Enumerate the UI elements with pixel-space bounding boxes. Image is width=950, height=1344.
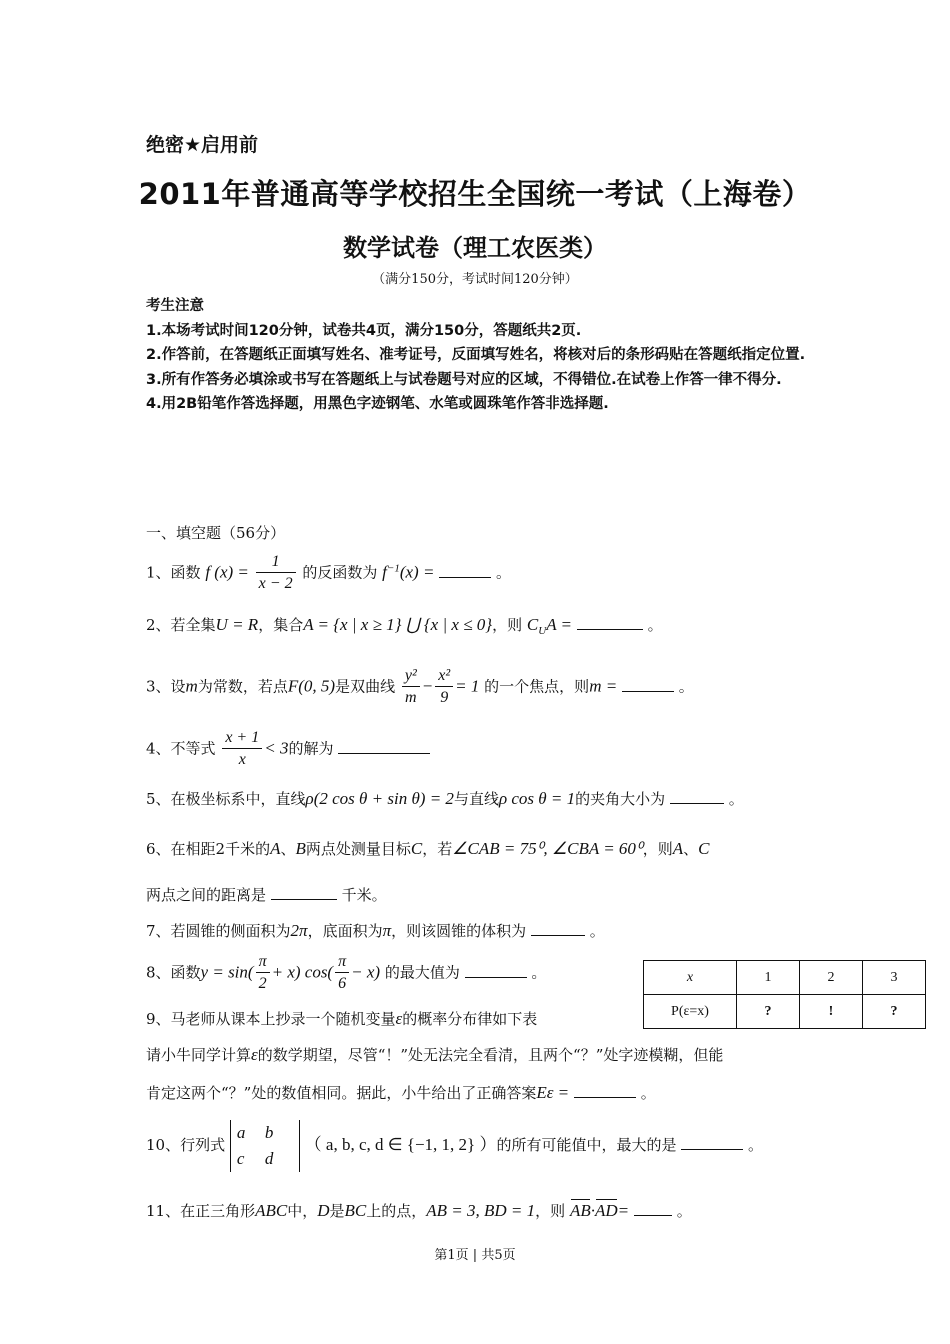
note-item: 2.作答前，在答题纸正面填写姓名、准考证号，反面填写姓名，将核对后的条形码贴在答题纸指定位置. xyxy=(146,347,806,363)
notes-heading: 考生注意 xyxy=(146,298,204,314)
page-footer: 第1页 | 共5页 xyxy=(434,1248,516,1263)
answer-blank[interactable] xyxy=(531,921,585,936)
vector-ad: AD xyxy=(594,1201,618,1220)
candidate-notes xyxy=(146,294,806,417)
answer-blank[interactable] xyxy=(622,677,674,692)
fraction: $\frac{x + 1}{x}$ xyxy=(222,728,262,771)
question-9-line2: 请小牛同学计算ε的数学期望，尽管“！”处无法完全看清，且两个“？”处字迹模糊，但能 xyxy=(146,1045,724,1064)
note-item: 3.所有作答务必填涂或书写在答题纸上与试卷题号对应的区域，不得错位.在试卷上作答一律不得分. xyxy=(146,371,782,388)
answer-blank[interactable] xyxy=(577,615,643,630)
question-10: 10、行列式 a b c d （ a, b, c, d ∈ {−1, 1, 2} ）的所有可能值中，最大的是 。 xyxy=(146,1120,763,1172)
table-cell: ? xyxy=(737,995,800,1029)
determinant: a b c d xyxy=(230,1120,300,1172)
answer-blank[interactable] xyxy=(670,789,724,804)
answer-blank[interactable] xyxy=(439,563,491,578)
score-time-note: （满分150分，考试时间120分钟） xyxy=(372,272,578,287)
confidential-label: 绝密★启用前 xyxy=(146,134,259,156)
fraction: $\frac{\text{x²}}{9}$ xyxy=(435,666,453,709)
question-9-line3: 肯定这两个“？”处的数值相同。据此，小牛给出了正确答案Eε = 。 xyxy=(146,1083,656,1102)
fraction: $\frac{\text{y²}}{m}$ xyxy=(402,666,420,709)
section-title: 一、填空题（56分） xyxy=(146,524,286,542)
question-5: 5、在极坐标系中，直线ρ(2 cos θ + sin θ) = 2与直线ρ cos θ = 1的夹角大小为 。 xyxy=(146,789,744,808)
question-9: 9、马老师从课本上抄录一个随机变量ε的概率分布律如下表 xyxy=(146,1009,538,1028)
table-cell: 3 xyxy=(863,961,926,995)
probability-table xyxy=(643,960,926,1029)
question-6: 6、在相距2千米的A、B两点处测量目标C，若∠CAB = 75⁰, ∠CBA = 60⁰，则A、C xyxy=(146,839,710,858)
question-7: 7、若圆锥的侧面积为2π，底面积为π，则该圆锥的体积为 。 xyxy=(146,921,605,940)
answer-blank[interactable] xyxy=(574,1083,636,1098)
fraction: $\frac{\pi}{6}$ xyxy=(335,952,349,995)
fraction: $\frac{1}{x - 2}$ xyxy=(256,552,296,595)
question-11: 11、在正三角形ABC中，D是BC上的点，AB = 3, BD = 1，则 AB·AD= 。 xyxy=(146,1201,692,1220)
question-8: 8、函数y = sin( $\frac{\pi}{2}$ + x) cos( $\frac{\pi}{6}$ − x) 的最大值为 。 xyxy=(146,952,546,995)
table-cell: 1 xyxy=(737,961,800,995)
question-1: 1、函数 f (x) = $\frac{1}{x - 2}$ 的反函数为 $f^{-1}(x)$ = 。 xyxy=(146,552,511,595)
table-cell: 2 xyxy=(800,961,863,995)
answer-blank[interactable] xyxy=(338,739,430,754)
table-header-row xyxy=(644,961,926,995)
exam-title: 2011年普通高等学校招生全国统一考试（上海卷） xyxy=(138,177,812,211)
note-item: 1.本场考试时间120分钟，试卷共4页，满分150分，答题纸共2页. xyxy=(146,322,582,339)
table-cell: ! xyxy=(800,995,863,1029)
answer-blank[interactable] xyxy=(271,885,337,900)
fraction: $\frac{\pi}{2}$ xyxy=(256,952,270,995)
question-4: 4、不等式 $\frac{x + 1}{x}$ < 3的解为 xyxy=(146,728,430,771)
question-6-line2: 两点之间的距离是 千米。 xyxy=(146,886,387,904)
exam-subtitle: 数学试卷（理工农医类） xyxy=(343,234,607,262)
answer-blank[interactable] xyxy=(465,963,527,978)
table-cell: P(ε=x) xyxy=(644,995,737,1029)
question-2: 2、若全集U = R，集合A = {x | x ≥ 1} ⋃ {x | x ≤ 0}，则 $C_UA$ = 。 xyxy=(146,615,663,637)
answer-blank[interactable] xyxy=(634,1201,672,1216)
table-row xyxy=(644,995,926,1029)
question-3: 3、设m为常数，若点F(0, 5)是双曲线 $\frac{\text{y²}}{m}$ − $\frac{\text{x²}}{9}$ = 1 的一个焦点，则m = 。 xyxy=(146,666,694,709)
table-cell: x xyxy=(644,961,737,995)
table-cell: ? xyxy=(863,995,926,1029)
answer-blank[interactable] xyxy=(681,1135,743,1150)
note-item: 4.用2B铅笔作答选择题，用黑色字迹钢笔、水笔或圆珠笔作答非选择题. xyxy=(146,396,609,412)
vector-ab: AB xyxy=(569,1201,591,1220)
